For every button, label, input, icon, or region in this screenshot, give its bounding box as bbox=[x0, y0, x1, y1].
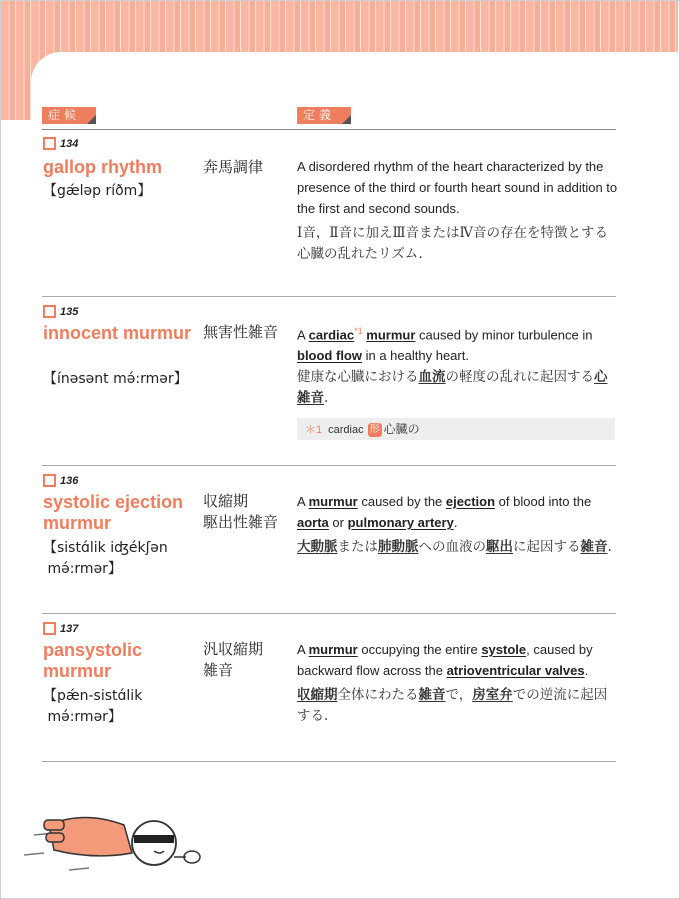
keyword: murmur bbox=[308, 642, 358, 657]
checkbox-icon[interactable] bbox=[43, 474, 56, 487]
japanese-definition: 健康な心臓における血流の軽度の乱れに起因する心雑音. bbox=[297, 369, 608, 406]
pronunciation: 【ínəsənt mə́:rmər】 bbox=[43, 371, 188, 387]
english-definition: A cardiac$^{*1}$ murmur caused by minor turbulence in blood flow in a healthy heart. bbox=[297, 326, 593, 364]
keyword: pulmonary artery bbox=[347, 515, 454, 530]
keyword: atrioventricular valves bbox=[446, 663, 585, 678]
japanese-definition: Ⅰ音，Ⅱ音に加えⅢ音またはⅣ音の存在を特徴とする心臓の乱れたリズム． bbox=[297, 225, 609, 262]
checkbox-icon[interactable] bbox=[43, 137, 56, 150]
adjective-badge: 形 bbox=[369, 424, 380, 436]
header-divider bbox=[42, 129, 616, 130]
pronunciation: 【pǽn-sistɑ́lik mə́:rmər】 bbox=[43, 688, 143, 725]
term: systolic ejection murmur bbox=[43, 492, 184, 533]
entry-divider bbox=[42, 761, 616, 762]
entry-number: 137 bbox=[43, 622, 78, 635]
keyword: 収縮期 bbox=[297, 687, 338, 703]
english-definition: A murmur occupying the entire systole, caused by backward flow across the atrioventricular valves. bbox=[297, 642, 593, 678]
term: innocent murmur bbox=[43, 323, 192, 343]
keyword: 雑音 bbox=[418, 687, 446, 703]
english-definition: A murmur caused by the ejection of blood into the aorta or pulmonary artery. bbox=[297, 494, 592, 530]
checkbox-icon[interactable] bbox=[43, 622, 56, 635]
entry-divider bbox=[42, 613, 616, 614]
japanese-term: 収縮期 駆出性雑音 bbox=[203, 492, 279, 531]
keyword: 心雑音 bbox=[297, 369, 608, 406]
footnote-box: ＊1 cardiac 形 心臓の bbox=[297, 418, 615, 440]
keyword: 血流 bbox=[418, 369, 446, 385]
keyword: cardiac bbox=[308, 327, 355, 343]
japanese-definition: 大動脈または肺動脈への血液の駆出に起因する雑音. bbox=[297, 539, 612, 555]
decorative-stripe-left bbox=[1, 80, 31, 120]
footnote-marker: *1 bbox=[354, 326, 363, 336]
checkbox-icon[interactable] bbox=[43, 305, 56, 318]
keyword: 房室弁 bbox=[472, 687, 513, 703]
keyword: 雑音 bbox=[580, 539, 608, 555]
pronunciation: 【sistɑ́lik iʤékʃən mə́:rmər】 bbox=[43, 540, 168, 577]
keyword: murmur bbox=[366, 327, 416, 343]
keyword: systole bbox=[481, 642, 527, 657]
entry-divider bbox=[42, 465, 616, 466]
japanese-term: 汎収縮期 雑音 bbox=[203, 640, 264, 679]
flying-doctor-mascot-icon bbox=[14, 795, 204, 885]
entry-number: 136 bbox=[43, 474, 78, 487]
japanese-definition: 収縮期全体にわたる雑音で，房室弁での逆流に起因する. bbox=[297, 687, 608, 724]
entry-number: 134 bbox=[43, 137, 78, 150]
term: gallop rhythm bbox=[43, 157, 163, 177]
keyword: 肺動脈 bbox=[378, 539, 419, 555]
keyword: murmur bbox=[308, 494, 358, 509]
keyword: aorta bbox=[297, 515, 329, 530]
keyword: 駆出 bbox=[486, 539, 513, 555]
pronunciation: 【gǽləp ríðm】 bbox=[43, 183, 152, 199]
japanese-term: 奔馬調律 bbox=[203, 158, 264, 176]
keyword: 大動脈 bbox=[297, 539, 338, 555]
symptom-header: 症候 bbox=[42, 107, 96, 124]
keyword: blood flow bbox=[297, 348, 362, 364]
japanese-term: 無害性雑音 bbox=[203, 323, 279, 341]
keyword: ejection bbox=[445, 494, 496, 509]
english-definition: A disordered rhythm of the heart characterized by the presence of the third or fourth heart sound in addition to the first and second sounds. bbox=[297, 159, 618, 216]
term: pansystolic murmur bbox=[43, 640, 143, 681]
entry-number: 135 bbox=[43, 305, 78, 318]
definition-header: 定義 bbox=[297, 107, 351, 124]
entry-divider bbox=[42, 296, 616, 297]
